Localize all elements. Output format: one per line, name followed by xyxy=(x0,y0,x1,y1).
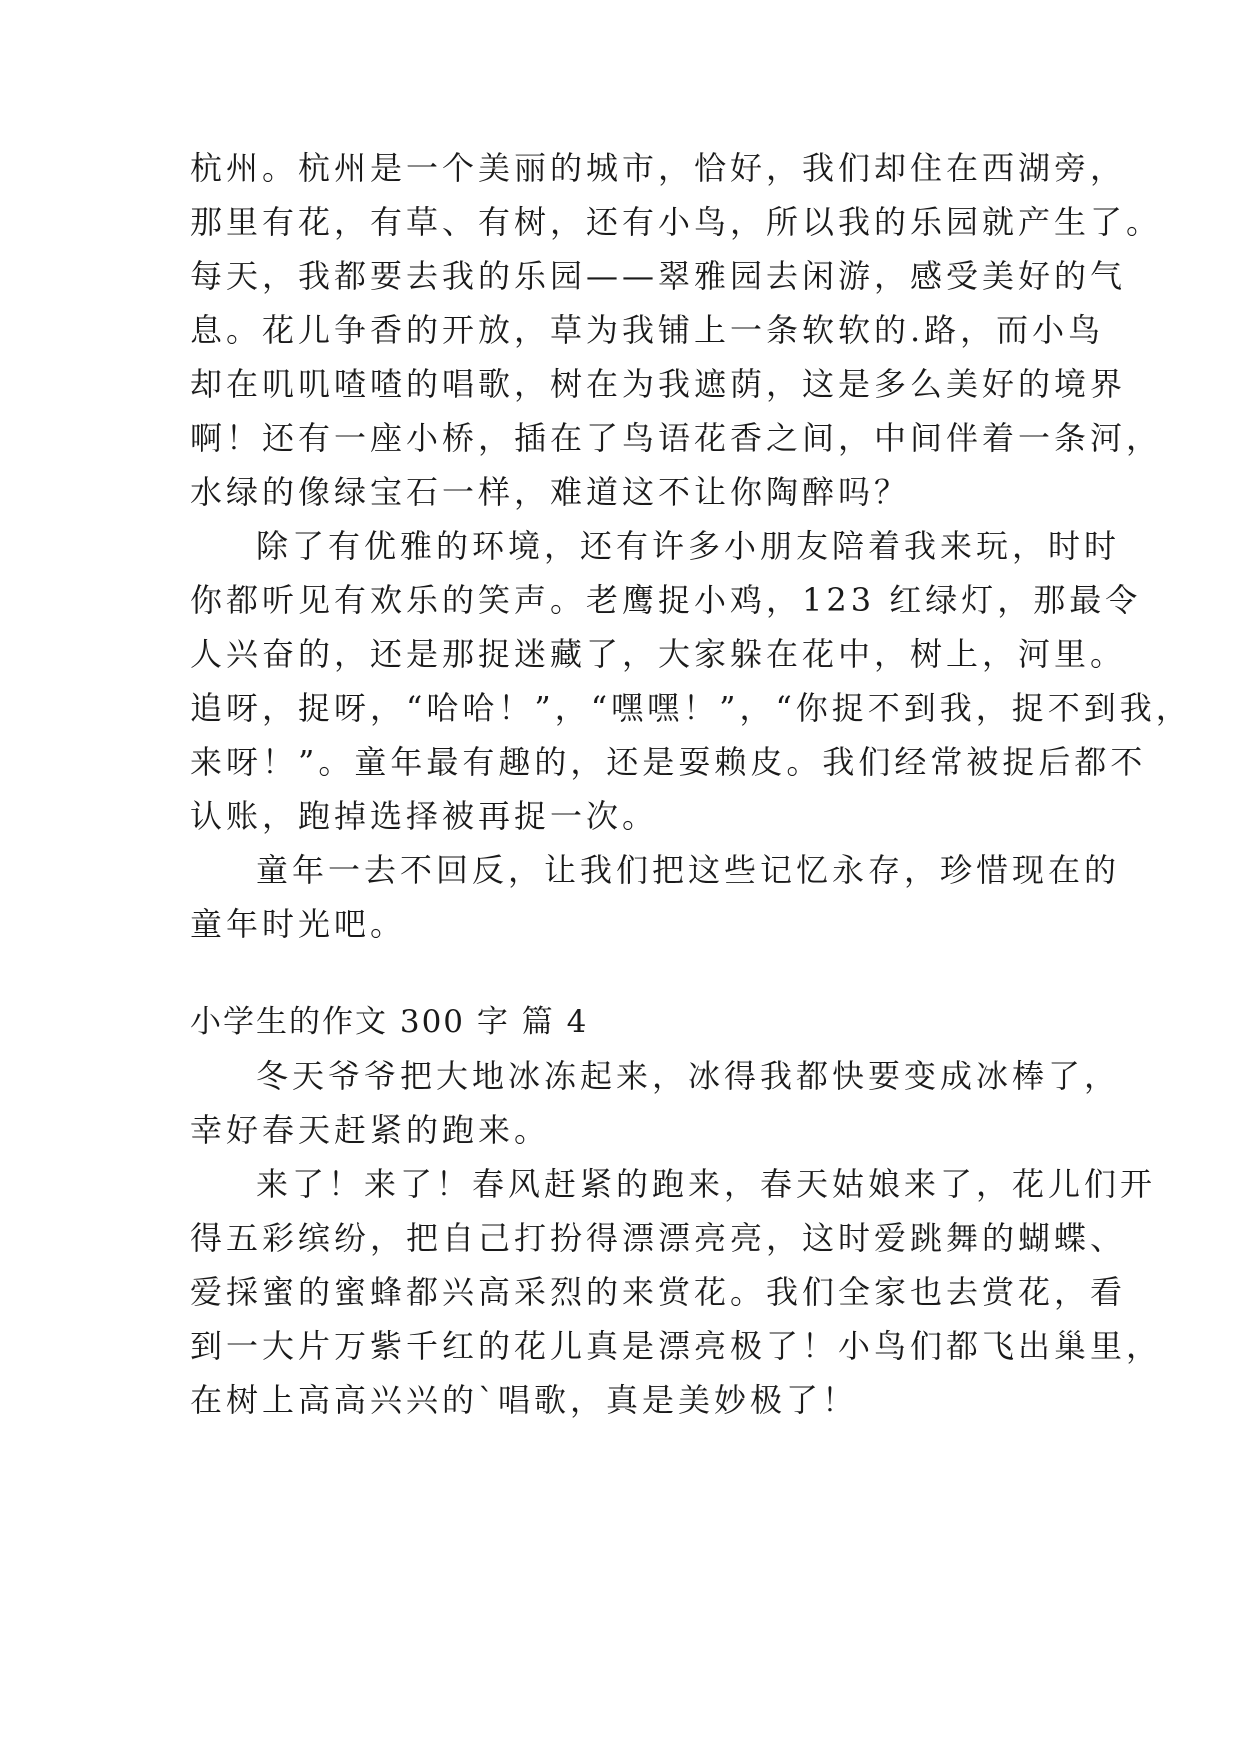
paragraph-3-line-1: 童年一去不回反，让我们把这些记忆永存，珍惜现在的 xyxy=(256,851,1121,889)
section-heading: 小学生的作文 300 字 篇 4 xyxy=(190,1004,589,1040)
paragraph-2-line-3: 人兴奋的，还是那捉迷藏了，大家躲在花中，树上，河里。 xyxy=(190,635,1127,673)
paragraph-5-line-5: 在树上高高兴兴的`唱歌，真是美妙极了！ xyxy=(190,1381,859,1419)
paragraph-1-line-3: 每天，我都要去我的乐园——翠雅园去闲游，感受美好的气 xyxy=(190,257,1127,295)
paragraph-1-line-2: 那里有花，有草、有树，还有小鸟，所以我的乐园就产生了。 xyxy=(190,203,1163,241)
paragraph-4-line-2: 幸好春天赶紧的跑来。 xyxy=(190,1111,551,1149)
paragraph-5-line-2: 得五彩缤纷，把自己打扮得漂漂亮亮，这时爱跳舞的蝴蝶、 xyxy=(190,1219,1127,1257)
paragraph-2-line-2: 你都听见有欢乐的笑声。老鹰捉小鸡，123 红绿灯，那最令 xyxy=(190,581,1142,619)
paragraph-4-line-1: 冬天爷爷把大地冰冻起来，冰得我都快要变成冰棒了， xyxy=(256,1057,1121,1095)
paragraph-5-line-3: 爱採蜜的蜜蜂都兴高采烈的来赏花。我们全家也去赏花，看 xyxy=(190,1273,1127,1311)
paragraph-1-line-7: 水绿的像绿宝石一样，难道这不让你陶醉吗？ xyxy=(190,473,911,511)
paragraph-3-line-2: 童年时光吧。 xyxy=(190,905,407,943)
paragraph-5-line-1: 来了！来了！春风赶紧的跑来，春天姑娘来了，花儿们开 xyxy=(256,1165,1157,1203)
paragraph-2-line-6: 认账，跑掉选择被再捉一次。 xyxy=(190,797,659,835)
paragraph-2-line-4: 追呀，捉呀，“哈哈！”，“嘿嘿！”，“你捉不到我，捉不到我， xyxy=(190,689,1192,727)
paragraph-5-line-4: 到一大片万紫千红的花儿真是漂亮极了！小鸟们都飞出巢里， xyxy=(190,1327,1163,1365)
paragraph-1-line-4: 息。花儿争香的开放，草为我铺上一条软软的.路，而小鸟 xyxy=(190,311,1105,349)
paragraph-2-line-5: 来呀！”。童年最有趣的，还是耍赖皮。我们经常被捉后都不 xyxy=(190,743,1147,781)
paragraph-1-line-1: 杭州。杭州是一个美丽的城市，恰好，我们却住在西湖旁， xyxy=(190,149,1127,187)
paragraph-1-line-5: 却在叽叽喳喳的唱歌，树在为我遮荫，这是多么美好的境界 xyxy=(190,365,1127,403)
paragraph-1-line-6: 啊！还有一座小桥，插在了鸟语花香之间，中间伴着一条河， xyxy=(190,419,1163,457)
paragraph-2-line-1: 除了有优雅的环境，还有许多小朋友陪着我来玩，时时 xyxy=(256,527,1121,565)
